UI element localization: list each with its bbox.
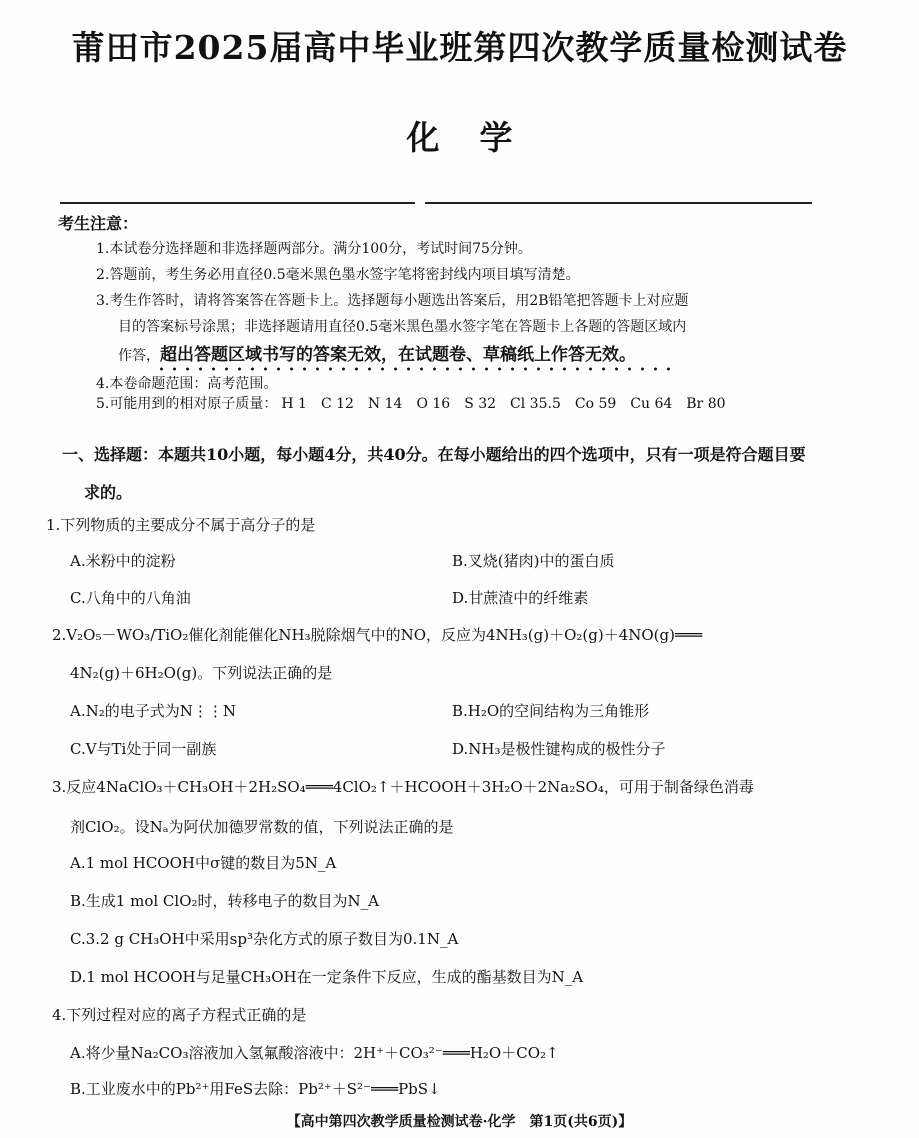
question-2-stem-cont: 4N₂(g)＋6H₂O(g)。下列说法正确的是 [70, 664, 333, 682]
notice-item-3-end [118, 340, 636, 365]
mass-cu: Cu 64 [630, 396, 673, 412]
mass-o: O 16 [416, 396, 451, 412]
mass-co: Co 59 [574, 396, 617, 412]
question-2-stem: 2.V₂O₅－WO₃/TiO₂催化剂能催化NH₃脱除烟气中的NO，反应为4NH₃(g)＋O₂(g)＋4NO(g)═══ [52, 626, 703, 644]
mass-s: S 32 [464, 396, 497, 412]
question-1-option-a: A.米粉中的淀粉 [70, 552, 176, 570]
question-3-option-d: D.1 mol HCOOH与足量CH₃OH在一定条件下反应，生成的酯基数目为N_A [70, 968, 584, 986]
atomic-mass-label: 5.可能用到的相对原子质量： [96, 396, 278, 412]
page-footer: 【高中第四次教学质量检测试卷·化学 第1页(共6页)】 [286, 1114, 633, 1130]
question-1-option-b: B.叉烧(猪肉)中的蛋白质 [452, 552, 615, 570]
exam-title: 莆田市2025届高中毕业班第四次教学质量检测试卷 [71, 28, 848, 67]
question-3-option-c: C.3.2 g CH₃OH中采用sp³杂化方式的原子数目为0.1N_A [70, 930, 459, 948]
question-1-stem: 1.下列物质的主要成分不属于高分子的是 [46, 516, 316, 534]
emphasis-dots [155, 366, 675, 372]
question-2-option-d: D.NH₃是极性键构成的极性分子 [452, 740, 666, 758]
mass-cl: Cl 35.5 [510, 396, 561, 412]
question-4-option-b: B.工业废水中的Pb²⁺用FeS去除：Pb²⁺＋S²⁻═══PbS↓ [70, 1080, 441, 1098]
header-rule-right [425, 202, 812, 204]
mass-c: C 12 [320, 396, 354, 412]
question-3-option-a: A.1 mol HCOOH中σ键的数目为5N_A [70, 854, 337, 872]
notice-item-3-prefix: 作答， [118, 348, 160, 364]
question-3-option-b: B.生成1 mol ClO₂时，转移电子的数目为N_A [70, 892, 379, 910]
notice-item-1: 1.本试卷分选择题和非选择题两部分。满分100分，考试时间75分钟。 [96, 241, 532, 257]
question-2-option-c: C.V与Ti处于同一副族 [70, 740, 217, 758]
question-1-option-d: D.甘蔗渣中的纤维素 [452, 589, 589, 607]
header-rule-left [60, 202, 415, 204]
section-1-heading: 一、选择题：本题共10小题，每小题4分，共40分。在每小题给出的四个选项中，只有一项是符合题目要 [62, 445, 806, 464]
notice-item-3-cont: 目的答案标号涂黑；非选择题请用直径0.5毫米黑色墨水签字笔在答题卡上各题的答题区域内 [118, 319, 687, 335]
question-2-option-a: A.N₂的电子式为N⋮⋮N [70, 702, 236, 720]
section-1-heading-cont: 求的。 [84, 483, 133, 502]
notice-heading: 考生注意： [58, 214, 139, 233]
notice-item-2: 2.答题前，考生务必用直径0.5毫米黑色墨水签字笔将密封线内项目填写清楚。 [96, 267, 580, 283]
question-1-option-c: C.八角中的八角油 [70, 589, 191, 607]
notice-item-5 [96, 393, 740, 413]
mass-br: Br 80 [686, 396, 726, 412]
question-3-stem: 3.反应4NaClO₃＋CH₃OH＋2H₂SO₄═══4ClO₂↑＋HCOOH＋3H₂O＋2Na₂SO₄，可用于制备绿色消毒 [52, 778, 754, 796]
question-4-option-a: A.将少量Na₂CO₃溶液加入氢氟酸溶液中：2H⁺＋CO₃²⁻═══H₂O＋CO₂↑ [70, 1044, 559, 1062]
question-2-option-b: B.H₂O的空间结构为三角锥形 [452, 702, 650, 720]
subject-title: 化学 [406, 118, 553, 157]
question-3-stem-cont: 剂ClO₂。设Nₐ为阿伏加德罗常数的值，下列说法正确的是 [70, 818, 454, 836]
mass-n: N 14 [367, 396, 403, 412]
question-4-stem: 4.下列过程对应的离子方程式正确的是 [52, 1006, 307, 1024]
notice-item-3: 3.考生作答时，请将答案答在答题卡上。选择题每小题选出答案后，用2B铅笔把答题卡上对应题 [96, 293, 689, 309]
notice-item-4: 4.本卷命题范围：高考范围。 [96, 376, 278, 392]
mass-h: H 1 [281, 396, 307, 412]
notice-warning: 超出答题区域书写的答案无效，在试题卷、草稿纸上作答无效。 [160, 345, 636, 365]
